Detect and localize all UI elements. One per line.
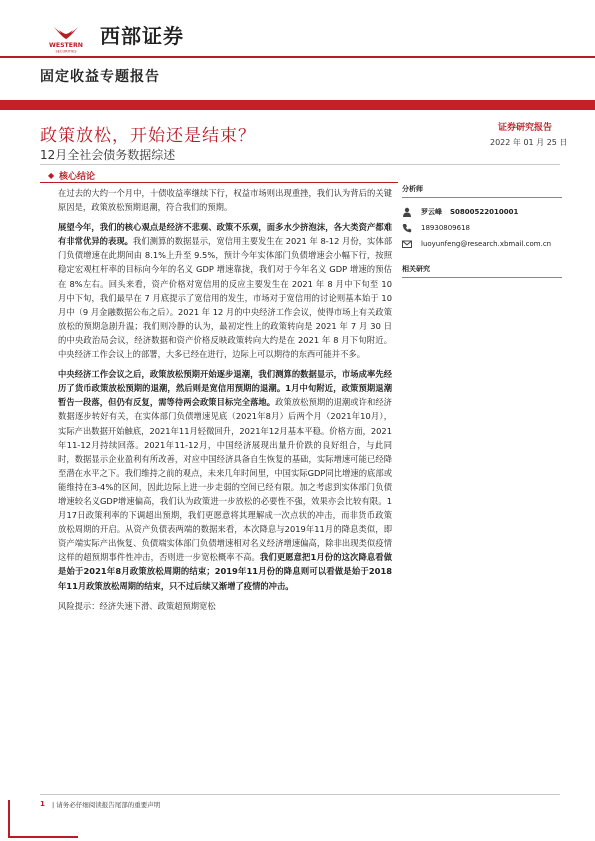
analyst-name: 罗云峰 <box>421 208 442 216</box>
main-body <box>58 186 392 619</box>
policy-conclusion: 我们更愿意把1月份的这次降息看做是始于2021年8月政策放松周期的结束；2019年11月份的降息则可以看做是始于2018年11月政策放松周期的结束，只不过后续又渐增了疫情的冲击。 <box>58 552 392 591</box>
email-icon <box>402 239 412 249</box>
title-rule <box>40 164 560 165</box>
report-title: 政策放松，开始还是结束？ <box>40 126 256 146</box>
report-subtitle: 12月全社会债务数据综述 <box>40 148 176 162</box>
risk-warning: 风险提示：经济失速下滑、政策超预期宽松 <box>58 600 216 611</box>
corner-accent-vertical <box>8 800 10 838</box>
section-underline <box>40 182 398 183</box>
report-date: 2022 年 01 月 25 日 <box>490 138 568 147</box>
header-band <box>0 100 595 110</box>
outlook-key-view: 展望今年，我们的核心观点是经济不悲观、政策不乐观，面多水少挤泡沫，各大类资产都难有非常优异的表现。 <box>58 222 392 247</box>
footer-disclaimer: | 请务必仔细阅读报告尾部的重要声明 <box>52 801 161 809</box>
analyst-email[interactable]: luoyunfeng@research.xbmail.com.cn <box>421 240 552 248</box>
intro-text: 在过去的大约一个月中，十债收益率继续下行，权益市场则出现重挫，我们认为背后的关键原因是，政策放松预期退潮，符合我们的预期。 <box>58 188 392 213</box>
western-securities-logo <box>40 24 92 54</box>
analyst-phone: 18930809618 <box>421 224 470 232</box>
analyst-cert-number: S0800522010001 <box>450 208 519 216</box>
paragraph-policy <box>58 367 392 593</box>
header-divider <box>0 56 595 58</box>
report-type-label: 证券研究报告 <box>498 123 553 133</box>
footer-rule <box>40 794 560 795</box>
section-heading: 核心结论 <box>59 172 96 182</box>
page-number: 1 <box>40 800 45 808</box>
corner-accent-horizontal <box>8 836 78 838</box>
person-icon <box>402 207 412 217</box>
outlook-text: 我们测算的数据显示，宽信用主要发生在 2021 年 8-12 月份，实体部门负债增速在此期间由 8.1%上升至 9.5%，预计今年实体部门负债增速会小幅下行，按照稳定宏观杠杆率的目标向今年的名义 GDP 增速靠拢，我们对于今年名义 GDP 增速的预估在 8%左右。回头来看，资产价格对宽信用的反应主要发生在 2021 年 8 月中下旬至 10 月中下旬，我们最早在 7 月底提示了宽信用的发生，市场对于宽信用的讨论则基本始于 10 月中（9 月金融数据公布之后）。2021 年 12 月的中央经济工作会议，使得市场上有关政策放松的预期急剧升温；我们则冷静的认为，最初定性上的政策转向是 2021 年 7 月 30 日的中央政治局会议，经济数据和资产价格反映政策转向大约是在 2021 年 8 月下旬附近。中央经济工作会议上的部署，大多已经在进行，边际上可以期待的东西可能并不多。 <box>58 236 392 360</box>
analyst-name-row <box>402 204 562 220</box>
analyst-phone-row <box>402 220 562 236</box>
brand-name: 西部证券 <box>100 24 184 48</box>
paragraph-outlook <box>58 220 392 361</box>
document-type: 固定收益专题报告 <box>40 69 160 85</box>
phone-icon <box>402 223 412 233</box>
logo-text: WESTERN <box>49 42 83 49</box>
policy-key-view: 中央经济工作会议之后，政策放松预期开始逐步退潮，我们测算的数据显示，市场成率先经历了货币政策放松预期的退潮，然后则是宽信用预期的退潮。1月中旬附近，政策预期退潮暂告一段落，但仍有反复，需等待两会政策目标完全落地。 <box>58 369 392 408</box>
analyst-label: 分析师 <box>402 185 423 193</box>
related-research-label: 相关研究 <box>402 265 430 273</box>
diamond-icon: ◆ <box>48 171 55 180</box>
analyst-sidebar <box>402 184 562 284</box>
analyst-email-row <box>402 236 562 252</box>
analyst-divider <box>402 197 562 198</box>
related-divider <box>402 277 562 278</box>
logo-subtext: SECURITIES <box>55 49 77 54</box>
paragraph-intro <box>58 186 392 214</box>
policy-text: 政策放松预期的退潮或许和经济数据逐步转好有关，在实体部门负债增速见底（2021年8月）后两个月（2021年10月），实际产出数据开始触底，2021年11月轻微回升，2021年12月基本平稳。价格方面，2021年11-12月持续回落。2021年11-12月，中国经济展现出量升价跌的良好组合，与此同时，数据显示企业盈利有所改善，对应中国经济具备自生恢复的基础，实际增速可能已经降至潜在水平之下。我们维持之前的观点，未来几年时间里，中国实际GDP同比增速的底部或能维持在3-4%的区间，因此边际上进一步走弱的空间已经有限。加之考虑到实体部门负债增速较名义GDP增速偏高，我们认为政策进一步放松的必要性不强，效果亦会比较有限。1月17日政策利率的下调超出预期，我们更愿意将其理解成一次点状的冲击，而非货币政策放松周期的开启。从资产负债表两端的数据来看，本次降息与2019年11月的降息类似，即资产端实际产出恢复、负债端实体部门负债增速相对名义经济增速偏高，除非出现类似疫情这样的超预期事件性冲击，否则进一步宽松概率不高。 <box>58 397 392 563</box>
